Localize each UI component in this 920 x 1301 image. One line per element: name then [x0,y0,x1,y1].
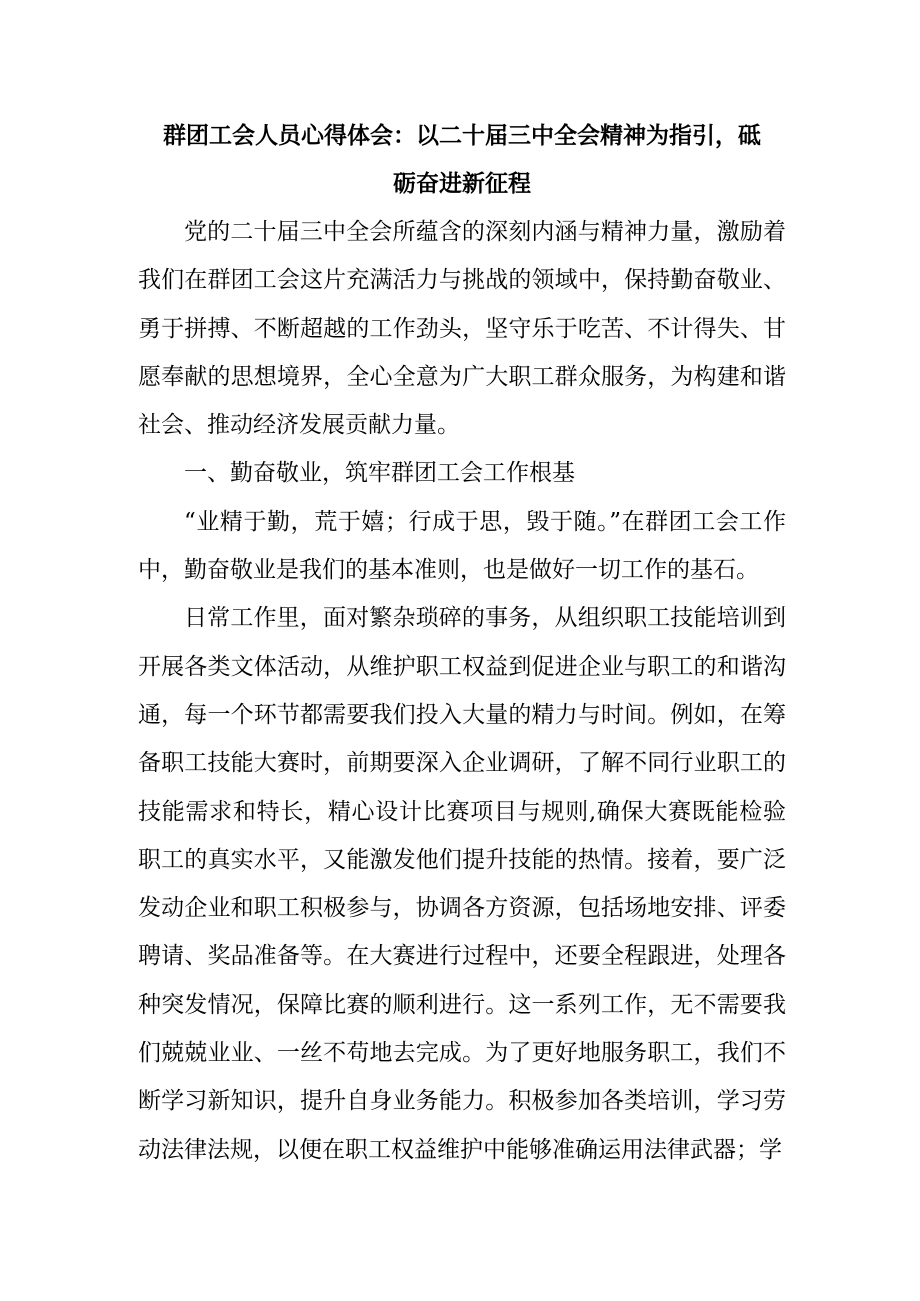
section-heading-1: 一、勤奋敬业，筑牢群团工会工作根基 [184,460,575,487]
document-title [138,112,786,208]
title-line-1: 群团工会人员心得体会：以二十届三中全会精神为指引，砥 [163,123,761,149]
title-line-2: 砺奋进新征程 [393,171,531,197]
document-body [138,112,786,1174]
intro-paragraph: 党的二十届三中全会所蕴含的深刻内涵与精神力量，激励着我们在群团工会这片充满活力与挑战的领域中，保持勤奋敬业、勇于拼搏、不断超越的工作劲头，坚守乐于吃苦、不计得失、甘愿奉献的思想境界，全心全意为广大职工群众服务，为构建和谐社会、推动经济发展贡献力量。 [138,219,786,439]
body-paragraph: 日常工作里，面对繁杂琐碎的事务，从组织职工技能培训到开展各类文体活动，从维护职工权益到促进企业与职工的和谐沟通，每一个环节都需要我们投入大量的精力与时间。例如，在筹备职工技能大赛时，前期要深入企业调研，了解不同行业职工的技能需求和特长，精心设计比赛项目与规则,确保大赛既能检验职工的真实水平，又能激发他们提升技能的热情。接着，要广泛发动企业和职工积极参与，协调各方资源，包括场地安排、评委聘请、奖品准备等。在大赛进行过程中，还要全程跟进，处理各种突发情况，保障比赛的顺利进行。这一系列工作，无不需要我们兢兢业业、一丝不苟地去完成。为了更好地服务职工，我们不断学习新知识，提升自身业务能力。积极参加各类培训，学习劳动法律法规，以便在职工权益维护中能够准确运用法律武器；学 [138,605,786,1163]
quote-paragraph: “业精于勤，荒于嬉；行成于思，毁于随。”在群团工会工作中，勤奋敬业是我们的基本准则，也是做好一切工作的基石。 [138,508,786,584]
